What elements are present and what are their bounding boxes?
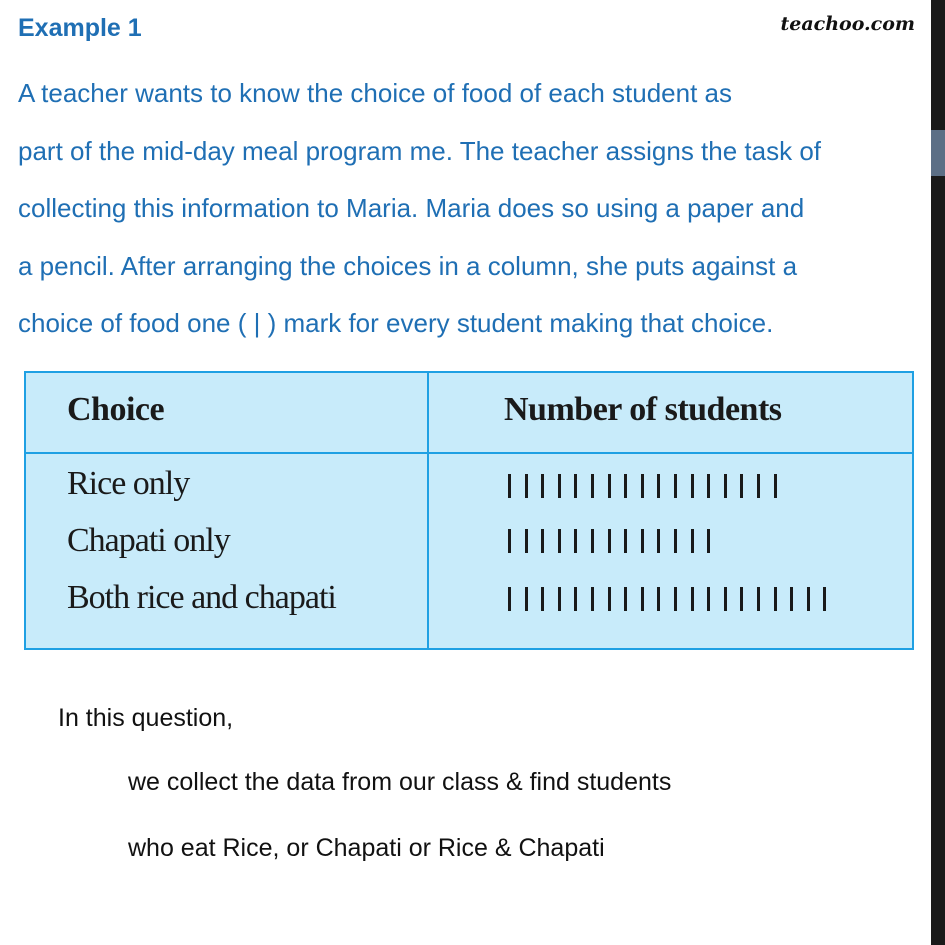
header-number-of-students: Number of students: [504, 391, 782, 428]
tally-mark: [691, 587, 694, 611]
note-line: who eat Rice, or Chapati or Rice & Chapati: [128, 834, 605, 862]
tally-mark: [508, 474, 511, 498]
problem-line: A teacher wants to know the choice of food of each student as: [18, 78, 733, 108]
note-line: we collect the data from our class & find students: [128, 768, 672, 796]
tally-mark: [774, 587, 777, 611]
tally-mark: [774, 474, 777, 498]
choice-chapati-only: Chapati only: [67, 522, 230, 559]
tally-mark: [707, 587, 710, 611]
tally-mark: [674, 587, 677, 611]
tally-mark: [525, 587, 528, 611]
tally-mark: [525, 529, 528, 553]
tally-mark: [574, 529, 577, 553]
problem-line: collecting this information to Maria. Maria does so using a paper and: [18, 193, 805, 223]
tally-mark: [558, 529, 561, 553]
tally-mark: [608, 587, 611, 611]
tally-mark: [624, 474, 627, 498]
tally-mark: [541, 587, 544, 611]
problem-line: choice of food one ( | ) mark for every student making that choice.: [18, 308, 774, 338]
tally-mark: [657, 529, 660, 553]
tally-mark: [591, 474, 594, 498]
tally-mark: [558, 474, 561, 498]
column-divider: [427, 373, 429, 648]
tally-mark: [525, 474, 528, 498]
header-divider: [26, 452, 912, 454]
tally-mark: [823, 587, 826, 611]
example-title: Example 1: [18, 14, 142, 42]
tally-mark: [807, 587, 810, 611]
tally-mark: [740, 587, 743, 611]
tally-mark: [740, 474, 743, 498]
food-choice-table: [24, 371, 914, 650]
tally-mark: [574, 587, 577, 611]
tally-mark: [508, 587, 511, 611]
choice-rice-only: Rice only: [67, 465, 190, 502]
header-choice: Choice: [67, 391, 165, 428]
tally-mark: [624, 529, 627, 553]
tally-mark: [541, 474, 544, 498]
problem-statement: [18, 65, 930, 353]
tally-mark: [591, 587, 594, 611]
scrollbar-thumb[interactable]: [931, 130, 945, 176]
tally-mark: [757, 474, 760, 498]
tally-mark: [541, 529, 544, 553]
brand-logo: teachoo.com: [780, 13, 915, 35]
tally-mark: [574, 474, 577, 498]
tally-mark: [674, 474, 677, 498]
tally-mark: [624, 587, 627, 611]
tally-mark: [691, 474, 694, 498]
tally-mark: [707, 529, 710, 553]
choice-both: Both rice and chapati: [67, 579, 336, 616]
tally-mark: [558, 587, 561, 611]
tally-mark: [790, 587, 793, 611]
tally-mark: [724, 474, 727, 498]
tally-mark: [657, 587, 660, 611]
tally-mark: [608, 529, 611, 553]
tally-mark: [691, 529, 694, 553]
tally-mark: [608, 474, 611, 498]
tally-mark: [674, 529, 677, 553]
tally-mark: [591, 529, 594, 553]
tally-mark: [641, 529, 644, 553]
scrollbar[interactable]: [931, 0, 945, 945]
tally-mark: [508, 529, 511, 553]
tally-mark: [641, 587, 644, 611]
problem-line: a pencil. After arranging the choices in a column, she puts against a: [18, 250, 798, 281]
note-intro: In this question,: [58, 704, 234, 732]
tally-mark: [757, 587, 760, 611]
tally-mark: [724, 587, 727, 611]
tally-mark: [707, 474, 710, 498]
tally-mark: [641, 474, 644, 498]
problem-line: part of the mid-day meal program me. The teacher assigns the task of: [18, 135, 822, 166]
tally-mark: [657, 474, 660, 498]
